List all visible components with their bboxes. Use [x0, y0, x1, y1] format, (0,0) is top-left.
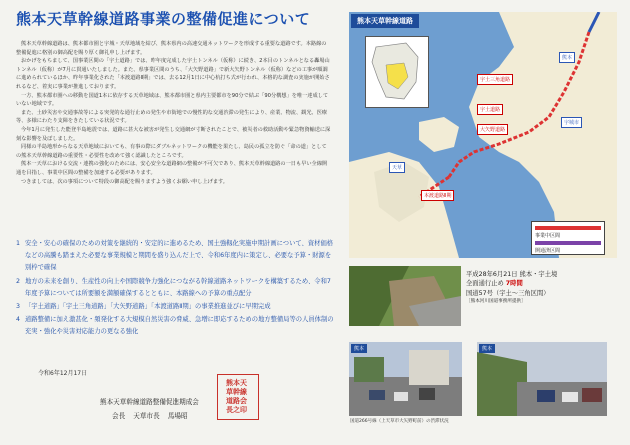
request-list: [16, 238, 334, 340]
svg-text:熊本天: 熊本天: [226, 379, 247, 387]
route-map: [349, 12, 617, 258]
svg-text:道路会: 道路会: [226, 397, 247, 405]
map-label-amakusa: 天草: [389, 162, 405, 173]
request-number: 1: [16, 240, 21, 247]
caption-line-2-highlight: 7時間: [505, 280, 523, 288]
map-label-uto-misumi: 宇土三角道路: [477, 74, 513, 85]
traffic-jam-image: [477, 342, 607, 416]
landslide-image: [349, 266, 461, 326]
map-label-uki: 宇城市: [561, 117, 582, 128]
request-number: 2: [16, 277, 21, 285]
legend-swatch-purple: [535, 241, 601, 245]
signer: [112, 410, 194, 420]
request-item: [16, 314, 334, 338]
map-label-uto: 宇土道路: [477, 104, 503, 115]
kyushu-icon: [366, 37, 428, 107]
request-text: 「宇土道路」「宇土三角道路」「大矢野道路」「本渡道路Ⅱ期」の事業推進並びに早期完成: [25, 303, 271, 311]
legend-swatch-red: [535, 226, 601, 230]
map-legend: [531, 221, 605, 255]
paragraph: また、土砂災害や交通事故等による突発的な通行止めの発生や市街地での慢性的な交通渋滞の発生により、産業、物流、観光、医療等、多様にわたり支障をきたしている状況です。: [16, 109, 328, 125]
photo-footer-caption: 国道266号線（上天草市大矢野町前）の渋滞状況: [350, 419, 449, 424]
organization-name: 熊本天草幹線道路整備促進期成会: [100, 398, 199, 406]
svg-text:長之印: 長之印: [226, 406, 247, 414]
request-text: 安全・安心の確保のための対策を継続的・安定的に進めるため、国土強靱化実施中期計画について、資材価格などの高騰も踏まえた必要な事業規模と期間を盛り込んだ上で、令和6年度内に策定し、必要な予算・財源を別枠で確保: [25, 240, 334, 272]
svg-text:草幹線: 草幹線: [226, 388, 247, 396]
legend-label: 事業中区間: [535, 233, 561, 239]
landslide-photo: [349, 266, 461, 326]
request-item: [16, 238, 334, 275]
legend-label: 開通済区間: [535, 248, 561, 254]
paragraph: おかげをもちまして、国事業区間の「宇土道路」では、昨年度完成した宇土トンネル（仮称）に続き、2本目のトンネルとなる轟場山トンネル（仮称）が7月に貫通いたしました。また、県事業区間のうち、「大矢野道路」で新大矢野トンネル（仮称）などの工事が順調に進められているほか、昨年事業化された「本渡道路Ⅱ期」では、去る12月1日に中心杭打ち式が行われ、本格的な調査の実施が開始されるなど、着実に事業が推進しております。: [16, 58, 330, 90]
traffic-photo-1: [349, 342, 462, 416]
signer-role: 会長: [112, 412, 126, 420]
page-title: 熊本天草幹線道路事業の整備促進について: [16, 10, 311, 28]
request-text: 道路整備に加え激甚化・頻発化する大規模自然災害の脅威、急増に即応するための地方整備局等の人員体制の充実・強化や災害対応能力の更なる強化: [25, 316, 334, 336]
paragraph: つきましては、次の事項について特段の御高配を賜りますよう強くお願い申し上げます。: [21, 178, 228, 185]
photo-tag: 熊本: [351, 344, 367, 353]
map-label-oyano: 大矢野道路: [477, 124, 508, 135]
body-text: [16, 40, 331, 186]
map-label-hondo2: 本渡道路Ⅱ期: [421, 190, 454, 201]
paragraph: 一方、熊本都市圏への移動を国道1本に依存する天草地域は、熊本都市圏と県内主要都市を90分で結ぶ「90分構想」を唯一達成していない地域です。: [16, 92, 329, 108]
request-text: 地方の未来を創り、生産性の向上や国際競争力強化につながる幹線道路ネットワークを構築するため、令和7年度予算については所要額を満額確保するとともに、本路線への予算の重点配分: [25, 277, 331, 297]
paragraph: 熊本一天草における交流・連携の強化のためには、安心安全な道路網の整備が不可欠であり、熊本天草幹線道路の一日も早い全線開通を目指し、事業中区間の整備を加速する必要があります。: [16, 161, 328, 176]
caption-line-3: 国道57号（宇土～三角区間）: [466, 289, 550, 297]
paragraph: 今年1月に発生した能登半島地震では、道路に甚大な被害が発生し交通網が寸断されたことで、被災者の救助活動や緊急物資輸送に深刻な影響を及ぼしました。: [16, 126, 331, 142]
request-item: [16, 276, 334, 300]
map-title: 熊本天草幹線道路: [351, 14, 419, 28]
signer-name: 馬場昭: [167, 412, 188, 420]
traffic-photo-2: [477, 342, 607, 416]
caption-line-1: 平成28年6月21日 熊本・宇土境: [466, 271, 558, 278]
caption-source: ［熊本河川国道事務所提供］: [466, 299, 526, 305]
photo-tag: 熊本: [479, 344, 495, 353]
kyushu-inset-map: [365, 36, 429, 108]
request-number: 3: [16, 303, 21, 311]
caption-line-2-prefix: 全面通行止め: [466, 280, 504, 288]
paragraph: 熊本天草幹線道路は、熊本都市圏と宇城・天草地域を結び、熊本県内の高速交通ネットワークを形成する重要な道路です。本路線の整備促進に格別の御高配を賜り厚く御礼申し上げます。: [16, 41, 327, 56]
signer-title: 天草市長: [133, 412, 160, 420]
seal-icon: [218, 375, 258, 419]
map-label-kumamoto: 熊本: [559, 52, 575, 63]
request-item: [16, 301, 334, 313]
traffic-jam-image: [349, 342, 462, 416]
document-date: 令和6年12月17日: [38, 370, 88, 377]
official-seal-stamp: [217, 374, 259, 420]
paragraph: 同様の半島地形からなる天草地域においても、有事の際にダブルネットワークの機能を果たし、島民の孤立を防ぐ「命の道」としての熊本天草幹線道路の重要性・必要性を改めて強く認識したところです。: [16, 144, 327, 159]
photo-caption: [466, 270, 616, 305]
request-number: 4: [16, 316, 21, 324]
